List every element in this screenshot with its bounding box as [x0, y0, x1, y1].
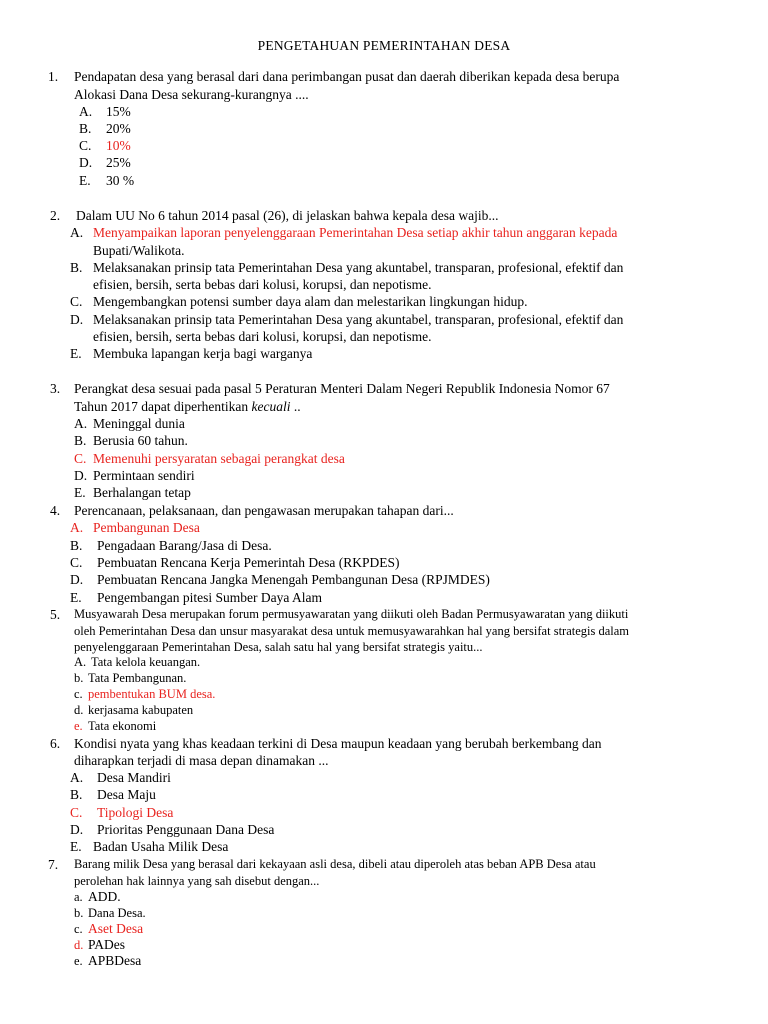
- question-text-emphasis: kecuali: [251, 399, 291, 414]
- question-number: 6.: [50, 736, 61, 751]
- question-number: 3.: [50, 381, 61, 396]
- option-text: 30 %: [106, 173, 135, 188]
- option-letter-answer: e.: [74, 719, 83, 733]
- option-text: Membuka lapangan kerja bagi warganya: [93, 346, 313, 361]
- option-letter: b.: [74, 671, 84, 685]
- option-text: Desa Mandiri: [97, 770, 171, 785]
- option-letter: B.: [74, 433, 87, 448]
- option-letter-answer: C.: [74, 451, 87, 466]
- option-letter: E.: [79, 173, 91, 188]
- option-letter: a.: [74, 890, 83, 904]
- option-text: Melaksanakan prinsip tata Pemerintahan Desa yang akuntabel, transparan, profesional, efektif dan: [93, 312, 624, 327]
- option-letter: B.: [70, 260, 83, 275]
- option-text: 20%: [106, 121, 131, 136]
- question-text: diharapkan terjadi di masa depan dinamakan ...: [74, 753, 329, 768]
- option-letter: B.: [70, 538, 83, 553]
- question-text-part: ..: [290, 399, 301, 414]
- option-text: Pengadaan Barang/Jasa di Desa.: [97, 538, 272, 553]
- option-text-answer: Pembangunan Desa: [93, 520, 200, 535]
- question-text: Musyawarah Desa merupakan forum permusyawaratan yang diikuti oleh Badan Permusyawaratan yang diikuti: [74, 607, 629, 621]
- option-text-answer: Menyampaikan laporan penyelenggaraan Pemerintahan Desa setiap akhir tahun anggaran kepada: [93, 225, 618, 240]
- option-letter: C.: [79, 138, 92, 153]
- option-text: efisien, bersih, serta bebas dari kolusi, korupsi, dan nepotisme.: [93, 329, 432, 344]
- option-text-answer: Memenuhi persyaratan sebagai perangkat desa: [93, 451, 345, 466]
- option-text: Mengembangkan potensi sumber daya alam dan melestarikan lingkungan hidup.: [93, 294, 528, 309]
- option-letter: B.: [79, 121, 92, 136]
- option-text: 25%: [106, 155, 131, 170]
- option-letter: A.: [70, 770, 84, 785]
- option-letter-answer: C.: [70, 805, 83, 820]
- option-letter-answer: A.: [70, 520, 84, 535]
- option-letter: C.: [70, 555, 83, 570]
- option-letter: d.: [74, 703, 84, 717]
- option-letter: D.: [70, 572, 84, 587]
- option-letter: E.: [70, 839, 82, 854]
- option-text: Badan Usaha Milik Desa: [93, 839, 229, 854]
- option-text: Tata kelola keuangan.: [91, 655, 201, 669]
- option-text: efisien, bersih, serta bebas dari kolusi, korupsi, dan nepotisme.: [93, 277, 432, 292]
- option-text: Meninggal dunia: [93, 416, 185, 431]
- option-letter: A.: [79, 104, 93, 119]
- question-text: Kondisi nyata yang khas keadaan terkini di Desa maupun keadaan yang berubah berkembang dan: [74, 736, 602, 751]
- option-text: kerjasama kabupaten: [88, 703, 194, 717]
- option-text: Permintaan sendiri: [93, 468, 195, 483]
- question-number: 5.: [50, 607, 61, 622]
- option-letter: e.: [74, 954, 83, 968]
- page-title: PENGETAHUAN PEMERINTAHAN DESA: [257, 38, 511, 53]
- option-text-answer: Aset Desa: [88, 921, 144, 936]
- option-letter: E.: [74, 485, 86, 500]
- question-text: Perencanaan, pelaksanaan, dan pengawasan merupakan tahapan dari...: [74, 503, 454, 518]
- option-letter: D.: [79, 155, 93, 170]
- option-letter: C.: [70, 294, 83, 309]
- question-number: 2.: [50, 208, 61, 223]
- question-number: 4.: [50, 503, 61, 518]
- question-text: Pendapatan desa yang berasal dari dana perimbangan pusat dan daerah diberikan kepada desa berupa: [74, 69, 620, 84]
- option-text-answer: pembentukan BUM desa.: [88, 687, 216, 701]
- option-letter: B.: [70, 787, 83, 802]
- option-letter: A.: [70, 225, 84, 240]
- option-text: Bupati/Walikota.: [93, 243, 185, 258]
- question-text: Dalam UU No 6 tahun 2014 pasal (26), di jelaskan bahwa kepala desa wajib...: [76, 208, 499, 223]
- option-text: Pembuatan Rencana Jangka Menengah Pembangunan Desa (RPJMDES): [97, 572, 490, 587]
- question-text: perolehan hak lainnya yang sah disebut dengan...: [74, 874, 320, 888]
- option-text-answer: Tipologi Desa: [97, 805, 174, 820]
- option-text: Tata ekonomi: [88, 719, 157, 733]
- option-text: Dana Desa.: [88, 906, 146, 920]
- option-letter: D.: [70, 822, 84, 837]
- question-text-part: Tahun 2017 dapat diperhentikan: [74, 399, 252, 414]
- option-letter: D.: [70, 312, 84, 327]
- option-letter: E.: [70, 590, 82, 605]
- option-text: Berusia 60 tahun.: [93, 433, 188, 448]
- option-letter-answer: d.: [74, 938, 84, 952]
- question-text: oleh Pemerintahan Desa dan unsur masyarakat desa untuk memusyawarahkan hal yang bersifat strategis dalam: [74, 624, 630, 638]
- option-letter: D.: [74, 468, 88, 483]
- option-text: ADD.: [88, 889, 121, 904]
- option-text-answer: 10%: [106, 138, 131, 153]
- option-text: Prioritas Penggunaan Dana Desa: [97, 822, 275, 837]
- option-letter: b.: [74, 906, 84, 920]
- option-text: Tata Pembangunan.: [88, 671, 187, 685]
- question-text: Perangkat desa sesuai pada pasal 5 Peraturan Menteri Dalam Negeri Republik Indonesia Nomor 67: [74, 381, 610, 396]
- option-text: Desa Maju: [97, 787, 156, 802]
- option-text: PADes: [88, 937, 126, 952]
- option-text: Melaksanakan prinsip tata Pemerintahan Desa yang akuntabel, transparan, profesional, efektif dan: [93, 260, 624, 275]
- question-text: Barang milik Desa yang berasal dari kekayaan asli desa, dibeli atau diperoleh atas beban APB Desa atau: [74, 857, 596, 871]
- option-text: Pembuatan Rencana Kerja Pemerintah Desa (RKPDES): [97, 555, 400, 570]
- question-number: 1.: [48, 69, 59, 84]
- question-number: 7.: [48, 857, 59, 872]
- option-letter: A.: [74, 655, 87, 669]
- option-letter: E.: [70, 346, 82, 361]
- option-letter: c.: [74, 922, 83, 936]
- option-text: Pengembangan pitesi Sumber Daya Alam: [97, 590, 322, 605]
- option-letter: c.: [74, 687, 83, 701]
- option-text: Berhalangan tetap: [93, 485, 191, 500]
- option-text: 15%: [106, 104, 131, 119]
- option-letter: A.: [74, 416, 88, 431]
- question-text: [74, 398, 301, 415]
- option-text: APBDesa: [88, 953, 142, 968]
- question-text: penyelenggaraan Pemerintahan Desa, salah satu hal yang bersifat strategis yaitu...: [74, 640, 483, 654]
- question-text: Alokasi Dana Desa sekurang-kurangnya ....: [74, 87, 309, 102]
